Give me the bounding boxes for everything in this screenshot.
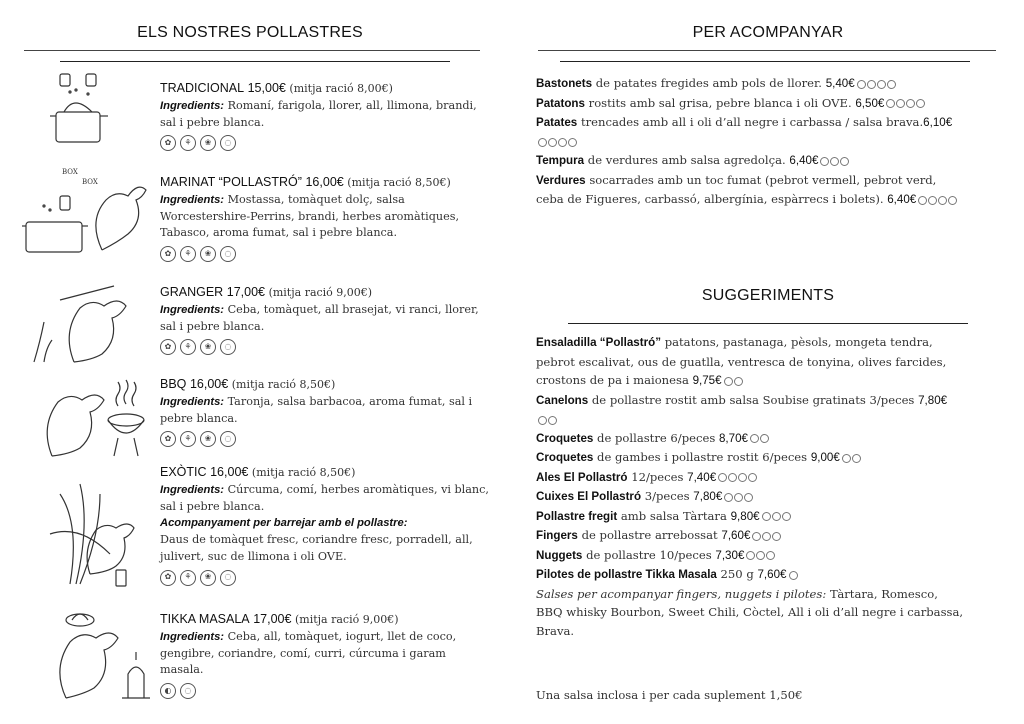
suggeriments-title-rule — [568, 323, 968, 324]
item-half-price: (mitja ració 8,50€) — [251, 466, 356, 479]
allergen-icons — [820, 157, 849, 166]
list-item: Ensaladilla “Pollastró” patatons, pastanaga, pèsols, mongeta tendra, pebrot escalivat, ous de guatlla, ventresca de tonyina, olives farcides, crostons de pa i maionesa 9,75€ — [536, 335, 947, 387]
sauces-label: Salses per acompanyar fingers, nuggets i pilotes: — [536, 586, 827, 601]
item-ingredients: Cúrcuma, comí, herbes aromàtiques, vi blanc, sal i pebre blanca. — [160, 482, 489, 513]
list-item: Patatons rostits amb sal grisa, pebre blanca i oli OVE. 6,50€ — [536, 94, 966, 114]
left-title-rule-2 — [60, 61, 450, 62]
left-section-title: ELS NOSTRES POLLASTRES — [137, 24, 363, 41]
list-item: Ales El Pollastró 12/peces 7,40€ — [536, 468, 966, 488]
menu-item-tradicional — [160, 80, 490, 151]
item-name: TRADICIONAL — [160, 81, 245, 95]
accompaniment-text: Daus de tomàquet fresc, coriandre fresc, porradell, all, julivert, suc de llimona i oli OVE. — [160, 533, 473, 563]
ingredients-label: Ingredients: — [160, 483, 225, 496]
item-ingredients: Ceba, tomàquet, all brasejat, vi ranci, llorer, sal i pebre blanca. — [160, 302, 479, 333]
allergen-icons — [724, 377, 743, 386]
acompanyar-section-title: PER ACOMPANYAR — [692, 24, 844, 41]
bbq-illustration — [22, 372, 152, 462]
suggeriments-list — [536, 333, 966, 640]
item-price: 17,00€ — [226, 285, 265, 299]
sulphites-icon: ◌ — [220, 570, 236, 586]
item-price: 16,00€ — [305, 175, 344, 189]
mustard-icon: ⚘ — [180, 246, 196, 262]
ingredients-label: Ingredients: — [160, 193, 225, 206]
allergen-icons — [160, 339, 490, 355]
mustard-icon: ⚘ — [180, 570, 196, 586]
left-title-rule — [24, 50, 480, 51]
sauces-note — [536, 585, 966, 641]
gluten-icon: ✿ — [160, 570, 176, 586]
mustard-icon: ⚘ — [180, 135, 196, 151]
item-price: 16,00€ — [210, 465, 249, 479]
item-half-price: (mitja ració 8,50€) — [347, 176, 451, 189]
allergen-icons — [762, 512, 791, 521]
item-half-price: (mitja ració 9,00€) — [294, 613, 399, 626]
allergen-icons — [538, 416, 557, 425]
allergen-icons — [752, 532, 781, 541]
allergen-icons — [160, 246, 490, 262]
item-ingredients: Taronja, salsa barbacoa, aroma fumat, sal i pebre blanca. — [160, 394, 473, 425]
list-item: Bastonets de patates fregides amb pols de llorer. 5,40€ — [536, 74, 966, 94]
item-price: 16,00€ — [189, 377, 229, 391]
exotic-illustration — [40, 474, 150, 598]
suggeriments-section-title: SUGGERIMENTS — [701, 287, 835, 304]
item-price: 17,00€ — [253, 612, 292, 626]
item-half-price: (mitja ració 8,00€) — [289, 82, 393, 95]
celery-icon: ❀ — [200, 431, 216, 447]
allergen-icons — [160, 570, 490, 586]
item-name: MARINAT “POLLASTRÓ” — [160, 175, 302, 189]
sulphites-icon: ◌ — [220, 135, 236, 151]
sulphites-icon: ◌ — [220, 246, 236, 262]
allergen-icons — [160, 135, 490, 151]
item-half-price: (mitja ració 8,50€) — [231, 378, 336, 391]
tikka-masala-illustration — [36, 606, 156, 702]
celery-icon: ❀ — [200, 135, 216, 151]
allergen-icons — [538, 138, 577, 147]
item-name: TIKKA MASALA — [160, 612, 250, 626]
sauce-footer: Una salsa inclosa i per cada suplement 1,50€ — [536, 688, 803, 702]
list-item: Croquetes de gambes i pollastre rostit 6/peces 9,00€ — [536, 448, 966, 468]
allergen-icons — [724, 493, 753, 502]
allergen-icons — [886, 99, 925, 108]
menu-item-marinat — [160, 174, 490, 262]
acompanyar-title-rule-2 — [560, 61, 970, 62]
list-item: Cuixes El Pollastró 3/peces 7,80€ — [536, 487, 966, 507]
item-name: GRANGER — [160, 285, 224, 299]
milk-icon: ◐ — [160, 683, 176, 699]
item-ingredients: Ceba, all, tomàquet, iogurt, llet de coco, gengibre, coriandre, comí, curri, cúrcuma i garam masala. — [160, 629, 457, 677]
item-price: 15,00€ — [247, 81, 286, 95]
menu-item-exotic — [160, 464, 490, 586]
allergen-icons — [718, 473, 757, 482]
granger-illustration — [30, 278, 140, 368]
celery-icon: ❀ — [200, 570, 216, 586]
ingredients-label: Ingredients: — [160, 630, 225, 643]
menu-item-granger — [160, 284, 490, 355]
gluten-icon: ✿ — [160, 246, 176, 262]
list-item: Fingers de pollastre arrebossat 7,60€ — [536, 526, 966, 546]
mustard-icon: ⚘ — [180, 339, 196, 355]
allergen-icons — [842, 454, 861, 463]
list-item: Canelons de pollastre rostit amb salsa Soubise gratinats 3/peces 7,80€ — [536, 391, 966, 429]
allergen-icons — [160, 431, 490, 447]
allergen-icons — [789, 571, 798, 580]
sauces-list: Tàrtara, Romesco, BBQ whisky Bourbon, Sweet Chili, Còctel, All i oli d’all negre i carbassa, Brava. — [536, 586, 964, 638]
sulphites-icon: ◌ — [220, 339, 236, 355]
gluten-icon: ✿ — [160, 431, 176, 447]
allergen-icons — [160, 683, 490, 699]
list-item: Nuggets de pollastre 10/peces 7,30€ — [536, 546, 966, 566]
allergen-icons — [750, 434, 769, 443]
accompaniment-label: Acompanyament per barrejar amb el pollastre: — [160, 517, 408, 530]
ingredients-label: Ingredients: — [160, 395, 225, 408]
list-item: Pilotes de pollastre Tikka Masala 250 g 7,60€ — [536, 565, 966, 585]
list-item: Tempura de verdures amb salsa agredolça. 6,40€ — [536, 151, 966, 171]
svg-text:BOX: BOX — [62, 168, 78, 176]
ingredients-label: Ingredients: — [160, 99, 225, 112]
allergen-icons — [857, 80, 896, 89]
tradicional-illustration — [46, 72, 116, 152]
ingredients-label: Ingredients: — [160, 303, 225, 316]
menu-item-bbq — [160, 376, 490, 447]
gluten-icon: ✿ — [160, 135, 176, 151]
menu-item-tikka-masala — [160, 611, 490, 699]
list-item: Verdures socarrades amb un toc fumat (pebrot vermell, pebrot verd, ceba de Figueres, carbassó, albergínia, espàrrecs i bolets). 6,40€ — [536, 171, 966, 210]
allergen-icons — [746, 551, 775, 560]
item-half-price: (mitja ració 9,00€) — [268, 286, 373, 299]
svg-text:BOX: BOX — [82, 178, 98, 186]
list-item: Croquetes de pollastre 6/peces 8,70€ — [536, 429, 966, 449]
item-ingredients: Romaní, farigola, llorer, all, llimona, brandi, sal i pebre blanca. — [160, 98, 477, 129]
acompanyar-list — [536, 74, 966, 210]
allergen-icons — [918, 196, 957, 205]
list-item: Patates trencades amb all i oli d’all negre i carbassa / salsa brava.6,10€ — [536, 113, 966, 151]
mustard-icon: ⚘ — [180, 431, 196, 447]
sulphites-icon: ◌ — [220, 431, 236, 447]
item-name: BBQ — [160, 377, 187, 391]
gluten-icon: ✿ — [160, 339, 176, 355]
marinat-illustration — [22, 160, 152, 260]
celery-icon: ❀ — [200, 339, 216, 355]
item-ingredients: Mostassa, tomàquet dolç, salsa Worcestershire-Perrins, brandi, herbes aromàtiques, Tabasco, aroma fumat, sal i pebre blanca. — [160, 192, 460, 240]
acompanyar-title-rule — [538, 50, 996, 51]
sulphites-icon: ◌ — [180, 683, 196, 699]
celery-icon: ❀ — [200, 246, 216, 262]
list-item: Pollastre fregit amb salsa Tàrtara 9,80€ — [536, 507, 966, 527]
item-name: EXÒTIC — [160, 465, 207, 479]
